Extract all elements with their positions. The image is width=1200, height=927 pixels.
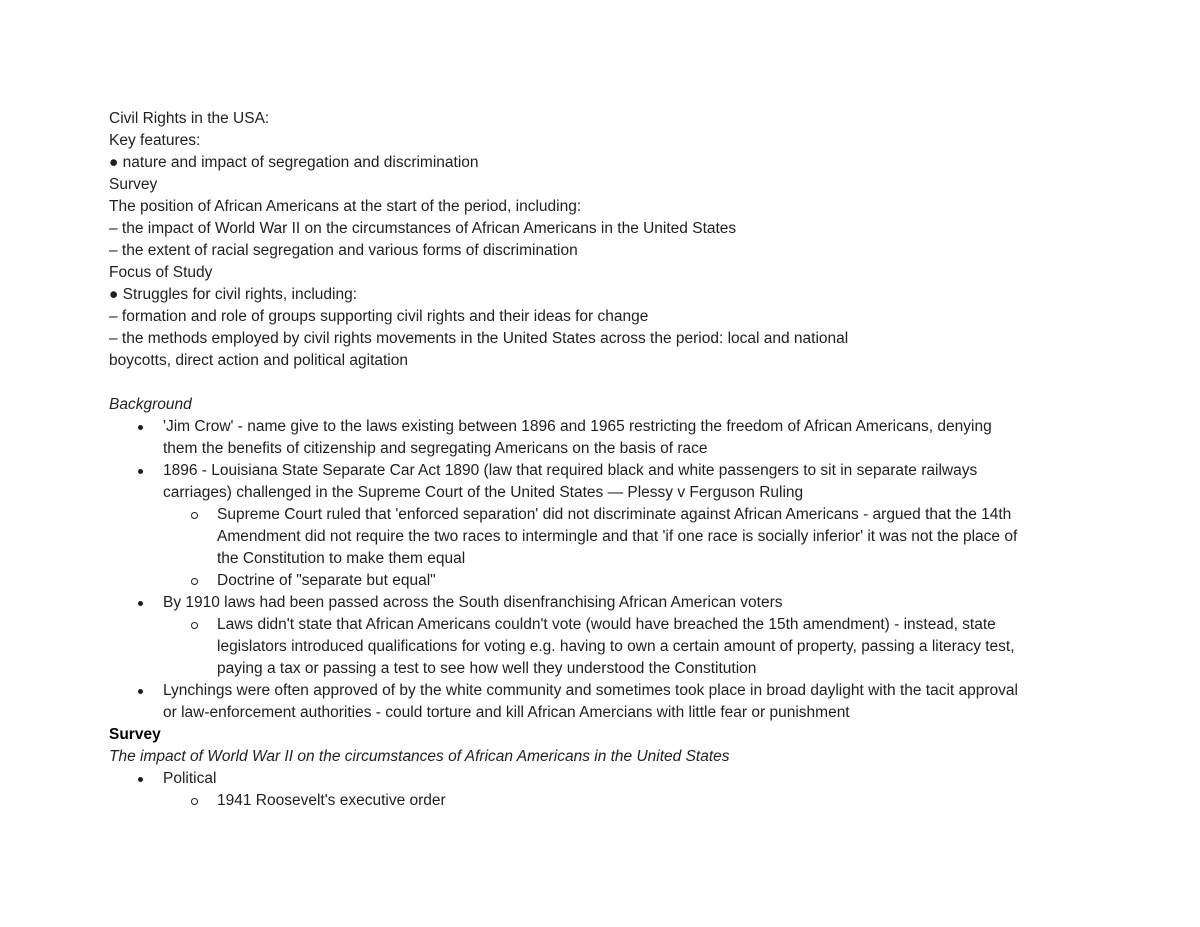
key-features-label: Key features:: [109, 132, 201, 149]
doc-title: Civil Rights in the USA:: [109, 110, 270, 127]
sub-list-item: Laws didn't state that African Americans couldn't vote (would have breached the 15th amendment) - instead, state legislators introduced qualifications for voting e.g. having to own a certain amount of property, passing a literacy test, paying a tax or passing a test to see how well they understood the Constitution: [109, 614, 1099, 680]
focus-point-1: – formation and role of groups supporting civil rights and their ideas for change: [109, 308, 649, 325]
sub-list-item: Doctrine of "separate but equal": [109, 570, 1099, 592]
position-text: The position of African Americans at the start of the period, including:: [109, 198, 582, 215]
hollow-bullet-icon: [191, 570, 198, 593]
bullet-icon: [138, 416, 143, 438]
hollow-bullet-icon: [191, 790, 198, 813]
hollow-bullet-icon: [191, 614, 198, 637]
bullet-icon: [138, 680, 143, 702]
sub-list-item: Supreme Court ruled that 'enforced separation' did not discriminate against African Americans - argued that the 14th Amendment did not require the two races to intermingle and that 'if one race is socially inferior' it was not the place of the Constitution to make them equal: [109, 504, 1099, 570]
key-feature-item: ● nature and impact of segregation and discrimination: [109, 154, 479, 171]
focus-label: Focus of Study: [109, 264, 213, 281]
list-item: 1896 - Louisiana State Separate Car Act 1890 (law that required black and white passengers to sit in separate railways carriages) challenged in the Supreme Court of the United States — Plessy v Ferguson Ruling: [109, 460, 1099, 504]
list-item: 'Jim Crow' - name give to the laws existing between 1896 and 1965 restricting the freedom of African Americans, denying them the benefits of citizenship and segregating Americans on the basis of race: [109, 416, 1099, 460]
survey-label: Survey: [109, 176, 158, 193]
list-item: By 1910 laws had been passed across the South disenfranchising African American voters: [109, 592, 1099, 614]
background-heading: Background: [109, 396, 192, 413]
bullet-icon: [138, 768, 143, 790]
survey-point-1: – the impact of World War II on the circumstances of African Americans in the United States: [109, 220, 737, 237]
bullet-icon: [138, 592, 143, 614]
list-item: Political: [109, 768, 1099, 790]
sub-list-item: 1941 Roosevelt's executive order: [109, 790, 1099, 812]
survey-heading: Survey: [109, 726, 161, 743]
survey-point-2: – the extent of racial segregation and various forms of discrimination: [109, 242, 578, 259]
focus-item: ● Struggles for civil rights, including:: [109, 286, 357, 303]
survey-subheading: The impact of World War II on the circumstances of African Americans in the United States: [109, 748, 730, 765]
list-item: Lynchings were often approved of by the white community and sometimes took place in broad daylight with the tacit approval or law-enforcement authorities - could torture and kill African Amercians with little fear or punishment: [109, 680, 1099, 724]
document-page: [109, 108, 1099, 812]
bullet-icon: [138, 460, 143, 482]
focus-point-2: – the methods employed by civil rights movements in the United States across the period: local and national: [109, 330, 849, 347]
focus-point-2-continued: boycotts, direct action and political agitation: [109, 352, 408, 369]
hollow-bullet-icon: [191, 504, 198, 527]
spacer: [109, 372, 1099, 394]
